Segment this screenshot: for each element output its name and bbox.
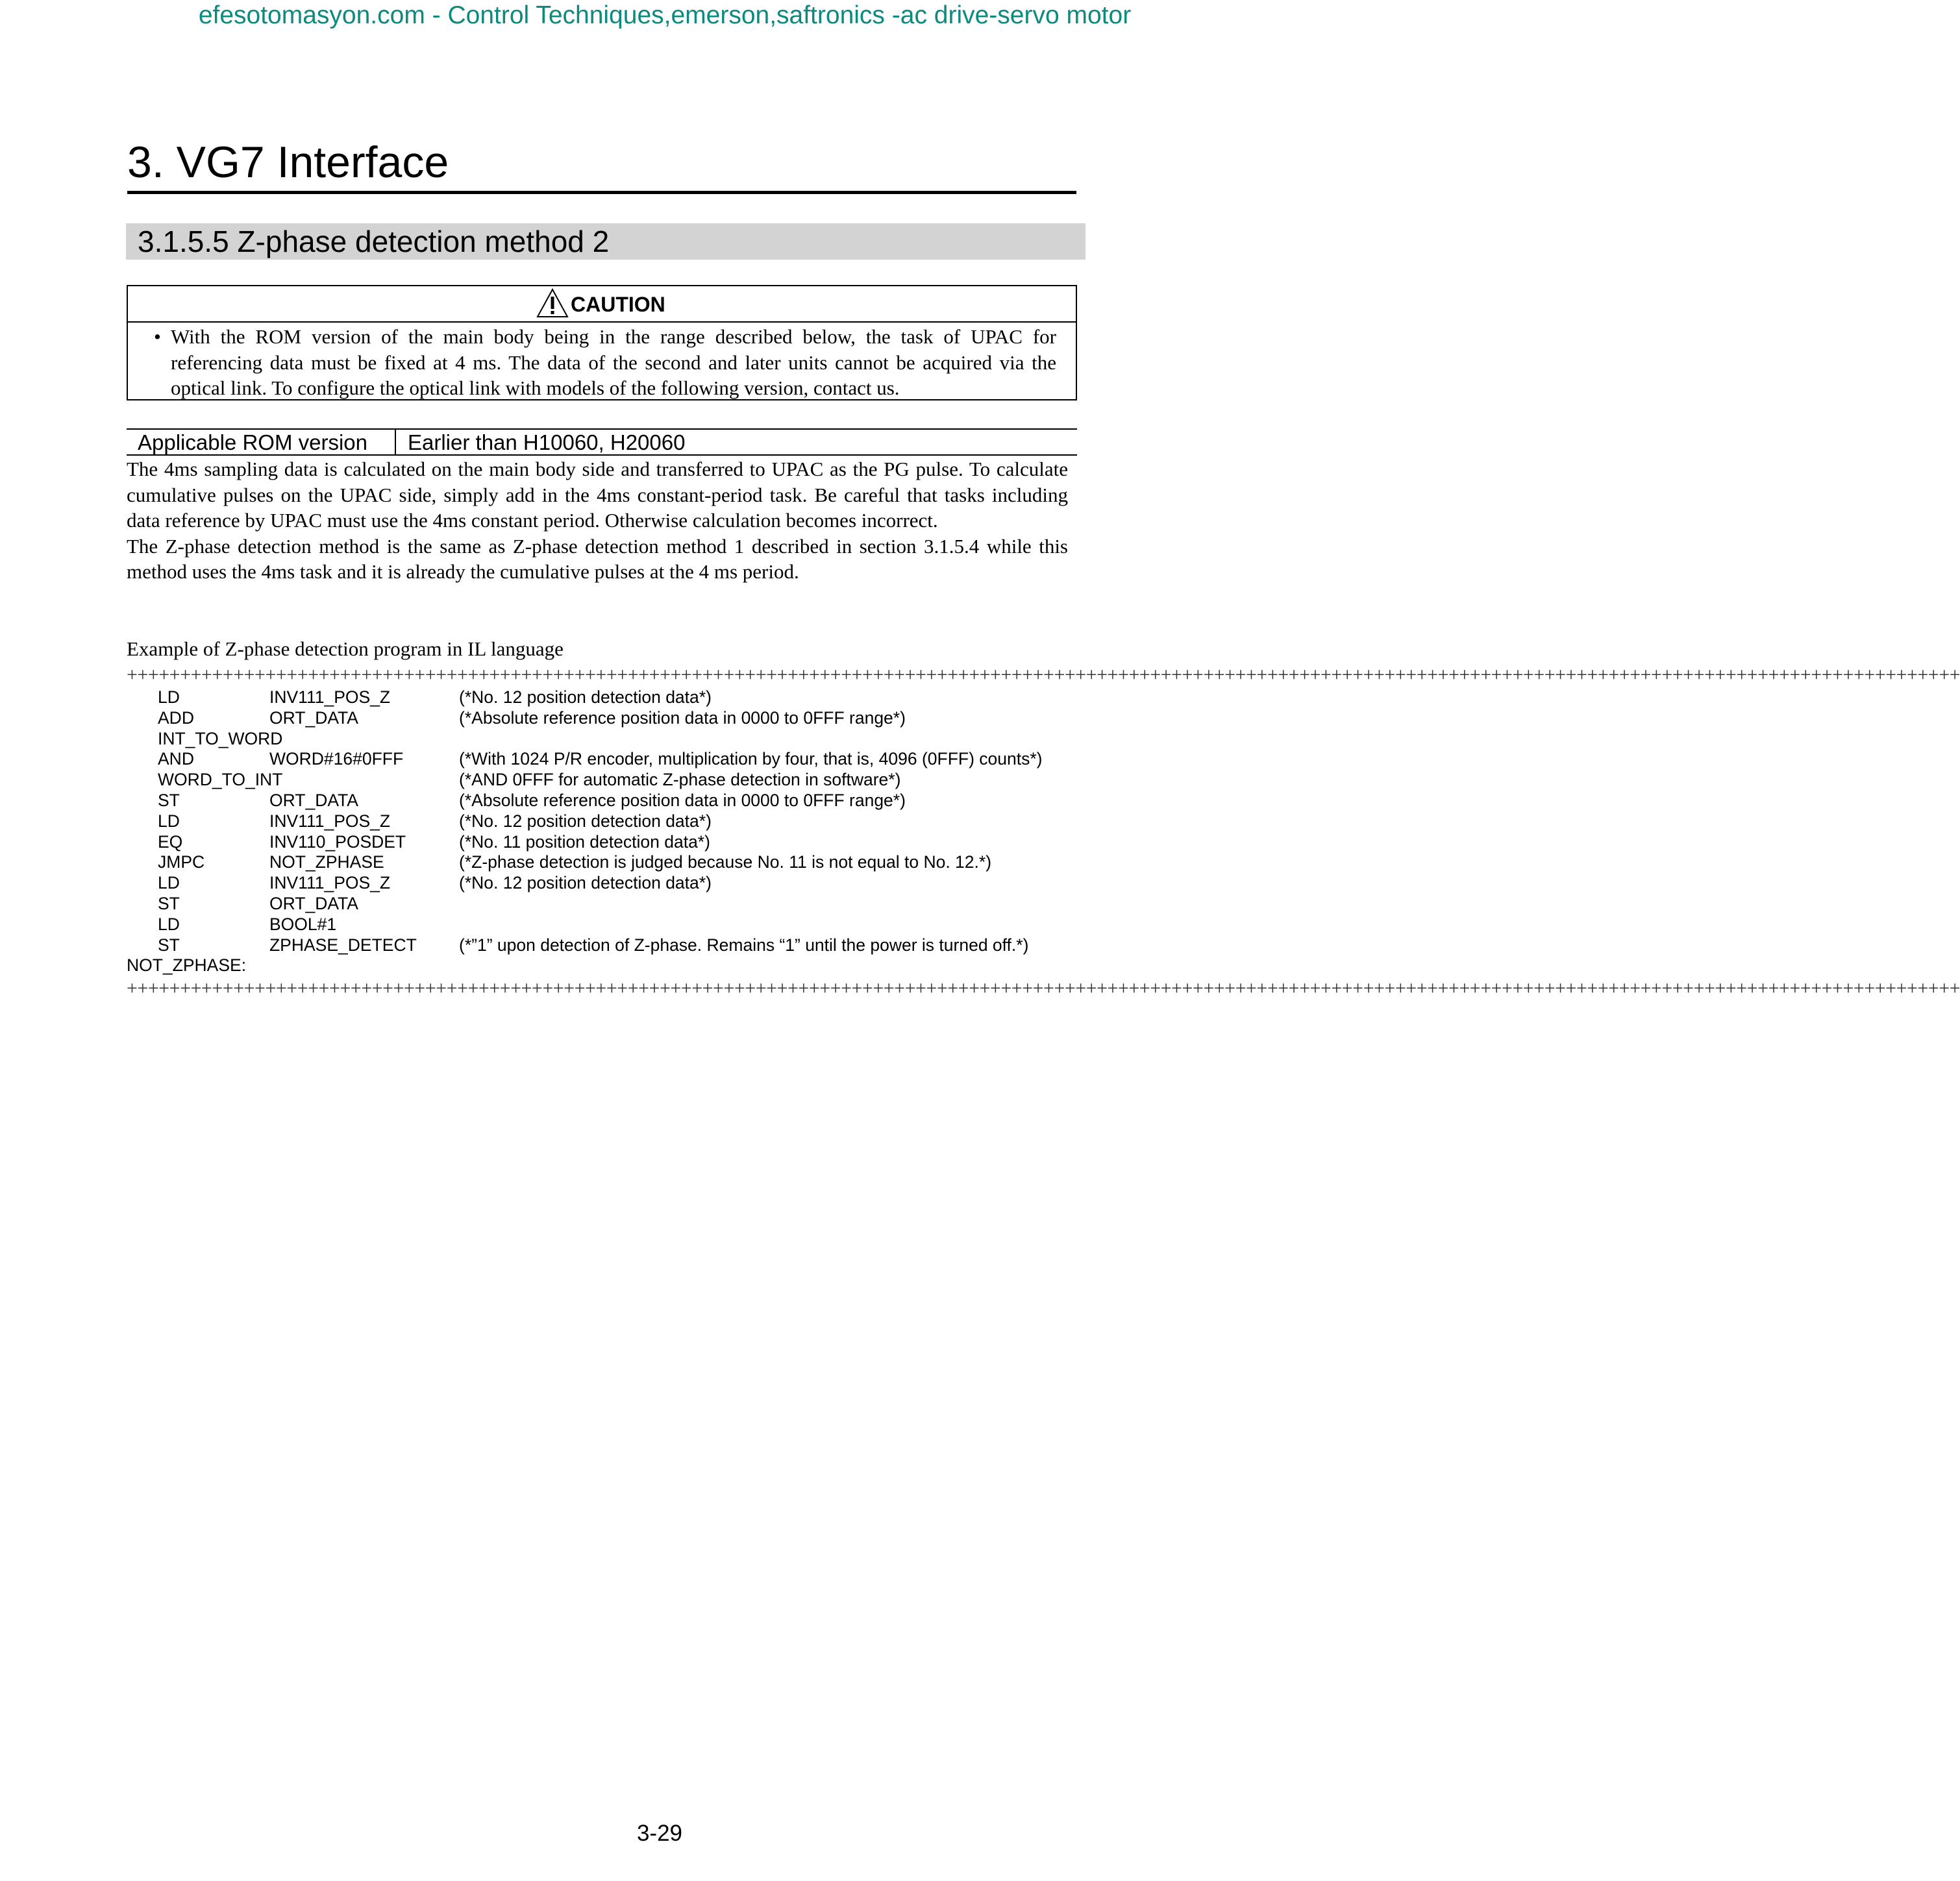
code-row (127, 791, 1100, 811)
code-operand: NOT_ZPHASE (269, 852, 384, 872)
code-operand: ZPHASE_DETECT (269, 935, 417, 955)
body-paragraph-1: The 4ms sampling data is calculated on the main body side and transferred to UPAC as the PG pulse. To calculate cumulative pulses on the UPAC side, simply add in the 4ms constant-period task. Be careful that tasks including data reference by UPAC must use the 4ms constant period. Otherwise calculation becomes incorrect. (127, 458, 1068, 532)
code-label-row (127, 955, 1100, 976)
rom-version-label: Applicable ROM version (138, 430, 367, 454)
code-comment: (*AND 0FFF for automatic Z-phase detection in software*) (459, 770, 901, 790)
caution-body (154, 324, 1056, 401)
code-instruction: LD (158, 914, 180, 934)
caution-box (127, 285, 1077, 400)
warning-triangle-icon (536, 288, 569, 319)
code-instruction: EQ (158, 831, 183, 852)
code-row (127, 811, 1100, 832)
code-comment: (*Absolute reference position data in 0000 to 0FFF range*) (459, 790, 906, 810)
code-instruction: INT_TO_WORD (158, 728, 283, 748)
code-instruction: AND (158, 749, 194, 769)
code-operand: WORD#16#0FFF (269, 749, 404, 769)
body-text (127, 456, 1068, 585)
code-operand: BOOL#1 (269, 914, 337, 934)
separator-line-top: ++++++++++++++++++++++++++++++++++++++++++++++++++++++++++++++++++++++++++++++++++++++++++++++++++++++++++++++++++++++++++++++++++++++++++++++++++++++++++++++++++++++++++++ (127, 664, 1960, 685)
code-operand: ORT_DATA (269, 707, 358, 728)
code-row (127, 894, 1100, 915)
code-instruction: ST (158, 893, 180, 913)
code-row (127, 832, 1100, 853)
chapter-title: 3. VG7 Interface (127, 136, 1076, 194)
caution-text: With the ROM version of the main body being in the range described below, the task of UPAC for referencing data must be fixed at 4 ms. The data of the second and later units cannot be acquired via the optical link. To configure the optical link with models of the following version, contact us. (171, 325, 1056, 399)
code-operand: ORT_DATA (269, 790, 358, 810)
code-operand: INV110_POSDET (269, 831, 406, 852)
code-row (127, 852, 1100, 873)
section-heading-bar (126, 223, 1085, 260)
code-row (127, 770, 1100, 791)
code-comment: (*No. 11 position detection data*) (459, 831, 710, 852)
code-operand: INV111_POS_Z (269, 687, 391, 707)
separator-line-bottom: ++++++++++++++++++++++++++++++++++++++++++++++++++++++++++++++++++++++++++++++++++++++++++++++++++++++++++++++++++++++++++++++++++++++++++++++++++++++++++++++++++++++++++++ (127, 977, 1960, 999)
code-instruction: WORD_TO_INT (158, 770, 283, 790)
code-instruction: LD (158, 811, 180, 831)
code-comment: (*Z-phase detection is judged because No. 11 is not equal to No. 12.*) (459, 852, 992, 872)
code-row (127, 873, 1100, 894)
body-paragraph-2: The Z-phase detection method is the same as Z-phase detection method 1 described in section 3.1.5.4 while this method uses the 4ms task and it is already the cumulative pulses at the 4 ms period. (127, 534, 1068, 583)
code-row (127, 729, 1100, 750)
code-instruction: LD (158, 873, 180, 893)
code-operand: INV111_POS_Z (269, 873, 391, 893)
il-code-block (127, 687, 1100, 976)
code-row (127, 915, 1100, 935)
example-title: Example of Z-phase detection program in IL language (127, 637, 564, 660)
code-instruction: LD (158, 687, 180, 707)
page-number: 3-29 (636, 1821, 683, 1846)
code-instruction: ST (158, 935, 180, 955)
code-instruction: ST (158, 790, 180, 810)
code-comment: (*No. 12 position detection data*) (459, 811, 712, 831)
code-comment: (*With 1024 P/R encoder, multiplication by four, that is, 4096 (0FFF) counts*) (459, 749, 1043, 769)
bullet-icon: • (154, 325, 161, 348)
code-operand: ORT_DATA (269, 893, 358, 913)
code-operand: INV111_POS_Z (269, 811, 391, 831)
code-row (127, 708, 1100, 729)
code-instruction: JMPC (158, 852, 205, 872)
code-instruction: ADD (158, 707, 194, 728)
table-divider (395, 430, 396, 454)
code-jump-label: NOT_ZPHASE: (127, 955, 247, 976)
code-comment: (*No. 12 position detection data*) (459, 687, 712, 707)
rom-version-value: Earlier than H10060, H20060 (408, 430, 686, 454)
code-row (127, 687, 1100, 708)
code-comment: (*No. 12 position detection data*) (459, 873, 712, 893)
rom-version-table (127, 428, 1077, 456)
site-header-link[interactable]: efesotomasyon.com - Control Techniques,emerson,saftronics -ac drive-servo motor (198, 1, 1132, 29)
code-row (127, 935, 1100, 956)
caution-label: CAUTION (571, 293, 665, 316)
code-comment: (*Absolute reference position data in 0000 to 0FFF range*) (459, 707, 906, 728)
code-comment: (*”1” upon detection of Z-phase. Remains “1” until the power is turned off.*) (459, 935, 1029, 955)
caution-header (128, 286, 1076, 323)
section-title: 3.1.5.5 Z-phase detection method 2 (138, 225, 610, 258)
code-row (127, 749, 1100, 770)
